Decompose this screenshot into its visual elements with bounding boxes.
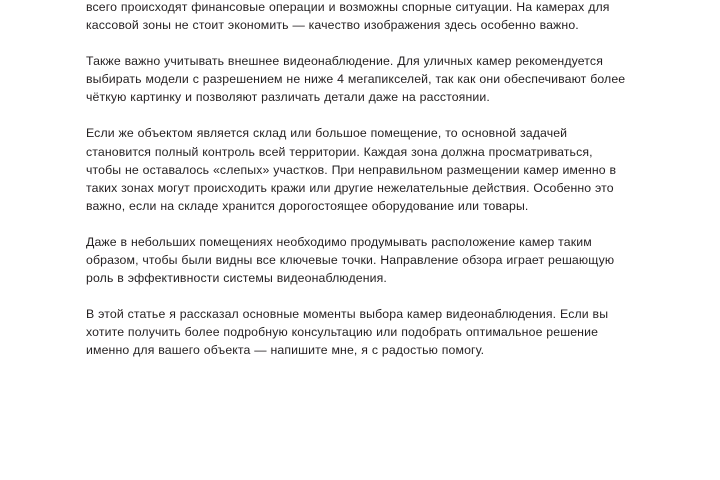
paragraph: В этой статье я рассказал основные моменты выбора камер видеонаблюдения. Если вы хотите получить более подробную консультацию или подобрать оптимальное решение именно для вашего объекта — напишите мне, я с радостью помогу. [86, 307, 609, 358]
paragraph: Также важно учитывать внешнее видеонаблюдение. Для уличных камер рекомендуется выбирать модели с разрешением не ниже 4 мегапикселей, так как они обеспечивают более чёткую картинку и позволяют различать детали даже на расстоянии. [86, 54, 626, 105]
paragraph: Даже в небольших помещениях необходимо продумывать расположение камер таким образом, чтобы были видны все ключевые точки. Направление обзора играет решающую роль в эффективности системы видеонаблюдения. [86, 234, 615, 286]
article-body [86, 0, 626, 360]
paragraph: Если же объектом является склад или большое помещение, то основной задачей становится полный контроль всей территории. Каждая зона должна просматриваться, чтобы не оставалось «слепых» участков. При неправильном размещении камер именно в таких зонах могут происходить кражи или другие нежелательные действия. Особенно это важно, если на складе хранится дорогостоящее оборудование или товары. [86, 126, 617, 213]
paragraph: всего происходят финансовые операции и возможны спорные ситуации. На камерах для кассовой зоны не стоит экономить — качество изображения здесь особенно важно. [86, 0, 610, 33]
